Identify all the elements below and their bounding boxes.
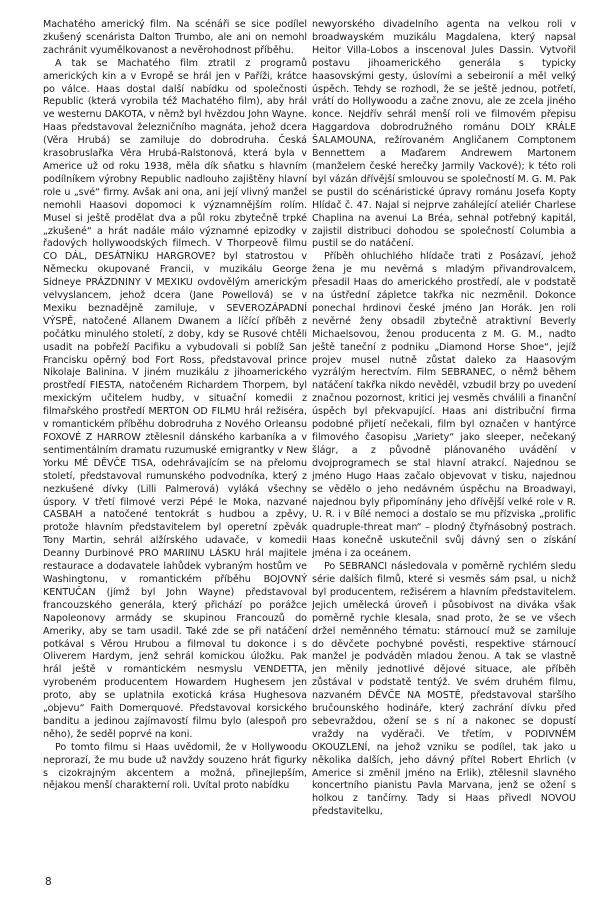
paragraph: A tak se Machatého film ztratil z programů amerických kin a v Evropě se hrál jen v Paříži, krátce po válce. Haas dostal další nabídku od společnosti Republic (která vyrobila též Machatého film), aby hrál ve westernu DAKOTA, v němž byl hvězdou John Wayne. Haas představoval železničního magnáta, jehož dcera (Věra Hrubá) se zamiluje do dobrodruha. Česká krasobruslařka Věra Hrubá-Ralstonová, která byla v Americe už od roku 1938, měla dík sňatku s hlavním podílníkem výrobny Republic nadlouho zajištěny hlavní role u „své“ firmy. Avšak ani ona, ani její vlivný manžel nemohli Haasovi dopomoci k významnějším rolím. Musel si ještě prodělat dva a půl roku zbytečně trpké „zkušené“ a hrát nadále málo významné epizodky v řadových hollywoodských filmech. V Thorpeově filmu CO DÁL, DESÁTNÍKU HARGROVE? byl statrostou v Německu okupované Francii, v muzikálu George Sidneye PRÁZDNINY V MEXIKU ovdovělým americkým velvyslancem, jehož dcera (Jane Powellová) se v Mexiku beznadějně zamiluje, v SEVEROZÁPADNÍ VÝSPĚ, natočené Allanem Dwanem a líčící příběh z počátku minulého století, z doby, kdy se Rusové chtěli usadit na pobřeží Pacifiku a vybudovali si poblíž San Francisku opěrný bod Fort Ross, představoval prince Nikolaje Balinina. V jiném muzikálu z jihoamerického prostředí FIESTA, natočeném Richardem Thorpem, byl mexickým učitelem hudby, v situační komedii z filmařského prostředí MERTON OD FILMU hrál režiséra, v romantickém příběhu dobrodruha z Nového Orleansu FOXOVÉ Z HARROW ztělesnil dánského karbaníka a v sentimentálním dramatu ruzumuské emigrantky v New Yorku MÉ DĚVČE TISA, odehrávajícím se na přelomu století, představoval rumunského podvodníka, který z nezkušené dívky (Lilli Palmerová) vyláká všechny úspory. V třetí filmové verzi Pépé le Moka, nazvané CASBAH a natočené tentokrát s hudbou a zpěvy, protože hlavním představitelem byl operetní zpěvák Tony Martin, sehrál alžírského udavače, v komedii Deanny Durbinové PRO MARIINU LÁSKU hrál majitele restaurace a dodavatele lahůdek vybraným hostům ve Washingtonu, v romantickém příběhu BOJOVNÝ KENTUČAN (jímž byl John Wayne) představoval francouzského generála, který přichází po porážce Napoleonovy armády se skupinou Francouzů do Ameriky, aby se tam usadil. Také zde se při natáčení potkával s Věrou Hrubou a filmoval tu dokonce i s Oliverem Hardym, jenž sehrál komickou úložku. Pak hrál ještě v romantickém nesmyslu VENDETTA, vyrobeném producentem Howardem Hughesem jen proto, aby se uplatnila exotická krása Hughesova „objevu“ Faith Domerquové. Představoval korsického banditu a jedinou zajímavostí filmu bylo (alespoň pro něho), že seděl poprvé na koni. <box>43 57 307 740</box>
left-text-column <box>43 19 307 869</box>
paragraph: Po tomto filmu si Haas uvědomil, že v Hollywoodu neprorazí, že mu bude už navždy souzeno hrát figurky s cizokrajným akcentem a možná, přinejlepším, nějakou menší charakterní roli. Uvítal proto nabídku <box>43 741 307 792</box>
page-number: 8 <box>45 876 52 888</box>
right-text-column <box>312 19 576 869</box>
paragraph: newyorského divadelního agenta na velkou roli v broadwayském muzikálu Magdalena, který napsal Heitor Villa-Lobos a inscenoval Jules Dassin. Vytvořil postavu jihoamerického generála s typicky haasovskými gesty, úslovími a sebeironií a měl velký úspěch. Tehdy se rozhodl, že se ještě jednou, potřetí, vrátí do Hollywoodu a začne znovu, ale ze zcela jiného konce. Nejdřív sehrál menší roli ve filmovém přepisu Haggardova dobrodružného románu DOLY KRÁLE ŠALAMOUNA, režírovaném Angličanem Comptonem Bennettem a Maďarem Andrewem Martonem (manželem české herečky Jarmily Vackové); k této roli byl vázán dřívější smlouvou se společností M. G. M. Pak se pustil do scénáristické úpravy románu Josefa Kopty Hlídač č. 47. Najal si nejprve zahálející ateliér Charlese Chaplina na avenui La Bréa, sehnal potřebný kapitál, zajistil distribuci dohodou se společností Columbia a pustil se do natáčení. <box>312 19 576 250</box>
paragraph: Machatého americký film. Na scénáři se sice podílel zkušený scenárista Dalton Trumbo, ale ani on nemohl zachránit vyumělkovanost a nevěrohodnost příběhu. <box>43 19 307 56</box>
paragraph: Po SEBRANCI následovala v poměrně rychlém sledu série dalších filmů, které si vesměs sám psal, u nichž byl producentem, režisérem a hlavním představitelem. Jejich umělecká úroveň i působivost na diváka však poměrně rychle klesala, snad proto, že se ve všech držel neměnného tématu: stárnoucí muž se zamiluje do děvčete pochybné pověsti, respektive stárnoucí manžel je podváděn mladou ženou. A tak se vlastně jen měnily jednotlivé dějové situace, ale příběh zůstával v podstatě tentýž. Ve svém druhém filmu, nazvaném DĚVČE NA MOSTĚ, představoval staršího bručounského hodináře, který zachrání dívku před sebevraždou, ožení se s ní a nakonec se dopustí vraždy na vyděrači. Ve třetím, v PODIVNÉM OKOUZLENÍ, na jehož vzniku se podílel, tak jako u několika dalších, jeho dávný přítel Robert Ehrlich (v Americe si změnil jméno na Erlik), ztělesnil slavného koncertního pianistu Pavla Marvana, jenž se ožení s holkou z tančírny. Tady si Haas přivedl NOVOU představitelku, <box>312 561 576 818</box>
paragraph: Příběh ohluchlého hlídače trati z Posázaví, jehož žena je mu nevěrná s mladým přivandrovalcem, přesadil Haas do amerického prostředí, ale v podstatě na ústřední zápletce takřka nic nezměnil. Dokonce ponechal hrdinovi české jméno Jan Horák. Jen roli nevěrné ženy obsadil zbytečně atraktivní Beverly Michaelsovou, ženou producenta z M. G. M., nadto ještě taneční z podniku „Diamond Horse Shoe“, jejíž projev musel nutně zůstat daleko za Haasovým vyzrálým herectvím. Film SEBRANEC, o němž během natáčení takřka nikdo nevěděl, vzbudil brzy po uvedení značnou pozornost, kritici jej vesměs chválili a finanční úspěch byl překvapující. Haas ani distribuční firma podobné přijetí nečekali, film byl označen v hantýrce filmového časopisu „Variety“ jako sleeper, nečekaný šlágr, a z původně plánovaného uvádění v dvojprogramech se stal hlavní atrakcí. Najednou se jméno Hugo Haas začalo objevovat v tisku, najednou se vědělo o jeho nedávném úspěchu na Broadwayi, najednou byly připomínány jeho dřívější velké role v R. U. R. i v Bílé nemoci a dostalo se mu přízviska „prolific quadruple-threat man“ – plodný čtyřnásobný postrach. Haas konečně uskutečnil svůj dávný sen o získání jména i za oceánem. <box>312 251 576 560</box>
